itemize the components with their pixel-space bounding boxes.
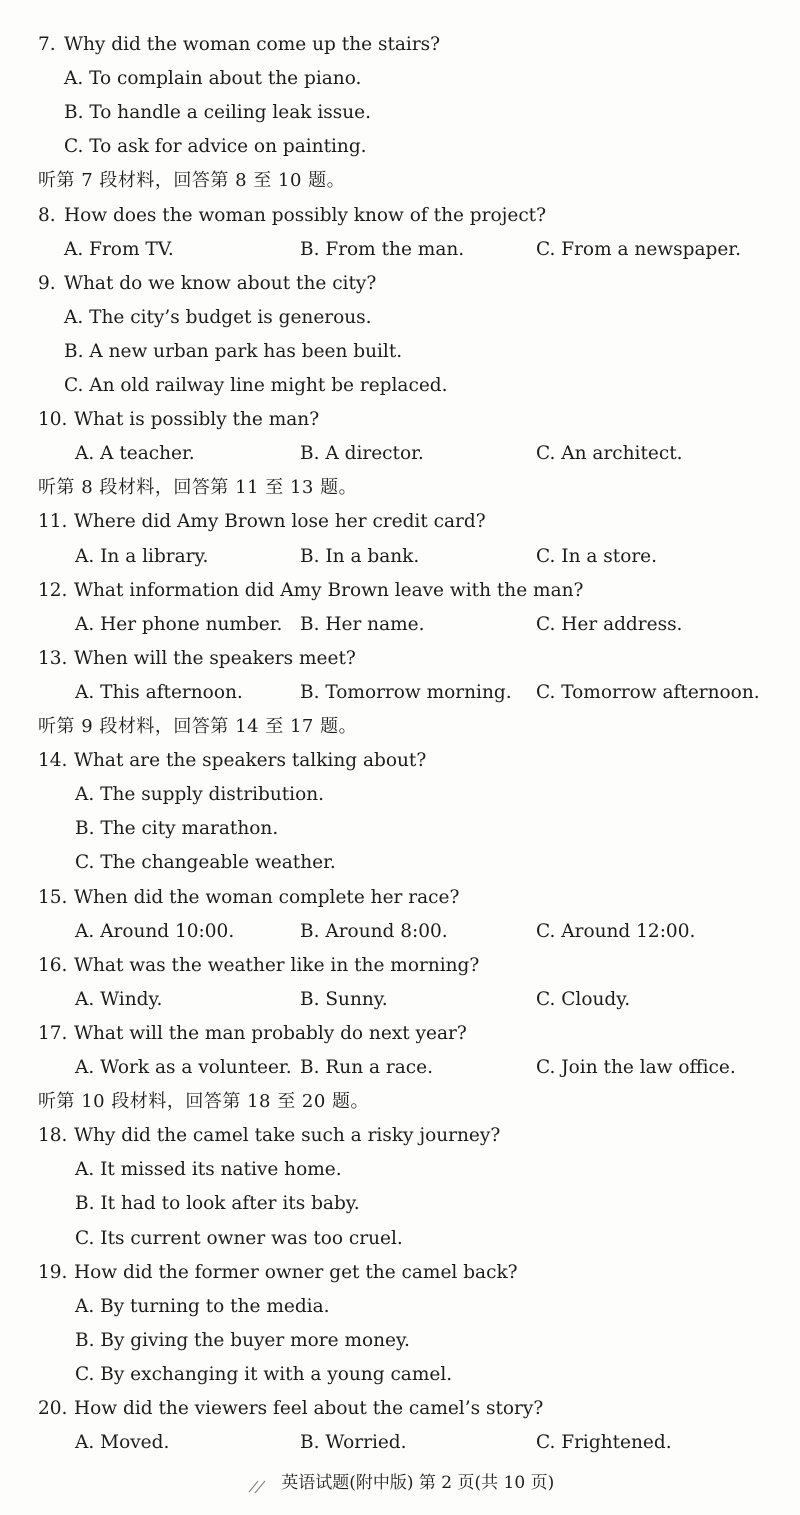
question-line	[0, 1392, 800, 1426]
answer-option: B. Around 8:00.	[300, 920, 448, 942]
options-row	[0, 437, 800, 471]
question-text: What is possibly the man?	[74, 409, 320, 431]
answer-option: A. Her phone number.	[75, 613, 283, 635]
answer-option: C. Tomorrow afternoon.	[536, 681, 760, 703]
options-row	[0, 1051, 800, 1085]
question-line	[0, 28, 800, 62]
question-text: How does the woman possibly know of the project?	[64, 204, 547, 226]
question-number: 20.	[38, 1398, 68, 1419]
answer-option: C. Around 12:00.	[536, 920, 696, 942]
answer-option: A. The supply distribution.	[75, 784, 325, 806]
question-number: 15.	[38, 886, 68, 908]
question-line	[0, 574, 800, 608]
question-line	[0, 949, 800, 983]
question-number: 12.	[38, 579, 68, 601]
slash-mark-icon	[246, 1473, 268, 1495]
question-text: What information did Amy Brown leave with the man?	[74, 579, 584, 601]
answer-option: A. Work as a volunteer.	[75, 1057, 292, 1078]
question-line	[0, 403, 800, 437]
question-text: What do we know about the city?	[64, 272, 377, 294]
option-line	[0, 335, 800, 369]
answer-option: A. In a library.	[75, 545, 209, 567]
answer-option: B. The city marathon.	[75, 818, 279, 840]
question-line	[0, 881, 800, 915]
option-line	[0, 1324, 800, 1358]
answer-option: A. From TV.	[64, 238, 174, 260]
question-line	[0, 267, 800, 301]
answer-option: B. In a bank.	[300, 545, 420, 567]
option-line	[0, 130, 800, 164]
question-number: 19.	[38, 1261, 68, 1283]
option-line	[0, 846, 800, 880]
question-text: What was the weather like in the morning?	[74, 954, 480, 976]
answer-option: B. Run a race.	[300, 1057, 433, 1078]
section-heading: 听第 8 段材料，回答第 11 至 13 题。	[38, 477, 358, 499]
option-line	[0, 1290, 800, 1324]
question-text: When will the speakers meet?	[74, 647, 356, 669]
answer-option: A. Windy.	[75, 988, 163, 1010]
answer-option: C. In a store.	[536, 545, 658, 567]
answer-option: C. Her address.	[536, 613, 683, 635]
options-row	[0, 608, 800, 642]
section-heading: 听第 9 段材料，回答第 14 至 17 题。	[38, 716, 358, 737]
option-line	[0, 1187, 800, 1221]
answer-option: A. It missed its native home.	[75, 1159, 342, 1181]
question-line	[0, 1256, 800, 1290]
answer-option: A. The city’s budget is generous.	[64, 306, 372, 328]
page-footer	[0, 1466, 800, 1500]
question-number: 14.	[38, 750, 68, 772]
question-number: 7.	[38, 34, 56, 55]
section-heading-line	[0, 471, 800, 505]
option-line	[0, 62, 800, 96]
question-number: 17.	[38, 1022, 68, 1044]
question-line	[0, 1017, 800, 1051]
answer-option: A. This afternoon.	[75, 681, 243, 703]
answer-option: C. Its current owner was too cruel.	[75, 1227, 403, 1249]
question-text: What are the speakers talking about?	[74, 750, 427, 772]
question-text: What will the man probably do next year?	[74, 1022, 467, 1044]
options-row	[0, 540, 800, 574]
answer-option: C. The changeable weather.	[75, 852, 336, 874]
answer-option: B. By giving the buyer more money.	[75, 1329, 410, 1351]
option-line	[0, 1222, 800, 1256]
option-line	[0, 369, 800, 403]
section-heading: 听第 7 段材料，回答第 8 至 10 题。	[38, 170, 346, 192]
answer-option: A. Around 10:00.	[75, 920, 235, 942]
answer-option: A. A teacher.	[75, 443, 195, 465]
footer-text: 英语试题(附中版) 第 2 页(共 10 页)	[281, 1473, 555, 1493]
answer-option: C. By exchanging it with a young camel.	[75, 1363, 453, 1385]
answer-option: C. An old railway line might be replaced.	[64, 375, 448, 396]
section-heading-line	[0, 164, 800, 198]
answer-option: B. A new urban park has been built.	[64, 340, 403, 362]
question-text: Why did the woman come up the stairs?	[64, 34, 441, 55]
answer-option: A. By turning to the media.	[75, 1295, 330, 1317]
question-line	[0, 505, 800, 539]
answer-option: A. Moved.	[75, 1432, 170, 1454]
answer-option: B. Her name.	[300, 613, 425, 635]
answer-option: B. A director.	[300, 443, 424, 465]
question-number: 11.	[38, 511, 68, 533]
answer-option: B. Worried.	[300, 1432, 407, 1454]
answer-option: A. To complain about the piano.	[64, 68, 362, 90]
answer-option: B. It had to look after its baby.	[75, 1193, 360, 1215]
answer-option: C. Frightened.	[536, 1432, 672, 1454]
options-row	[0, 233, 800, 267]
answer-option: C. To ask for advice on painting.	[64, 136, 367, 158]
section-heading-line	[0, 710, 800, 744]
question-text: Why did the camel take such a risky journey?	[74, 1125, 501, 1147]
option-line	[0, 1358, 800, 1392]
section-heading: 听第 10 段材料，回答第 18 至 20 题。	[38, 1091, 370, 1113]
answer-option: C. An architect.	[536, 443, 683, 465]
question-text: How did the former owner get the camel back?	[74, 1261, 518, 1283]
answer-option: C. Cloudy.	[536, 988, 631, 1010]
question-line	[0, 199, 800, 233]
answer-option: B. From the man.	[300, 238, 465, 260]
option-line	[0, 96, 800, 130]
answer-option: B. Tomorrow morning.	[300, 681, 512, 703]
question-line	[0, 744, 800, 778]
question-text: When did the woman complete her race?	[74, 886, 460, 908]
question-number: 18.	[38, 1125, 68, 1147]
answer-option: B. To handle a ceiling leak issue.	[64, 102, 371, 124]
answer-option: B. Sunny.	[300, 988, 388, 1010]
question-number: 13.	[38, 647, 68, 669]
question-number: 10.	[38, 409, 68, 431]
option-line	[0, 778, 800, 812]
options-row	[0, 676, 800, 710]
question-line	[0, 642, 800, 676]
question-number: 16.	[38, 954, 68, 976]
option-line	[0, 1153, 800, 1187]
options-row	[0, 983, 800, 1017]
option-line	[0, 301, 800, 335]
options-row	[0, 1426, 800, 1460]
question-line	[0, 1119, 800, 1153]
answer-option: C. From a newspaper.	[536, 238, 741, 260]
question-text: How did the viewers feel about the camel’s story?	[74, 1398, 544, 1419]
answer-option: C. Join the law office.	[536, 1057, 736, 1078]
question-text: Where did Amy Brown lose her credit card?	[74, 511, 486, 533]
option-line	[0, 812, 800, 846]
options-row	[0, 915, 800, 949]
section-heading-line	[0, 1085, 800, 1119]
question-number: 8.	[38, 204, 56, 226]
question-number: 9.	[38, 272, 56, 294]
